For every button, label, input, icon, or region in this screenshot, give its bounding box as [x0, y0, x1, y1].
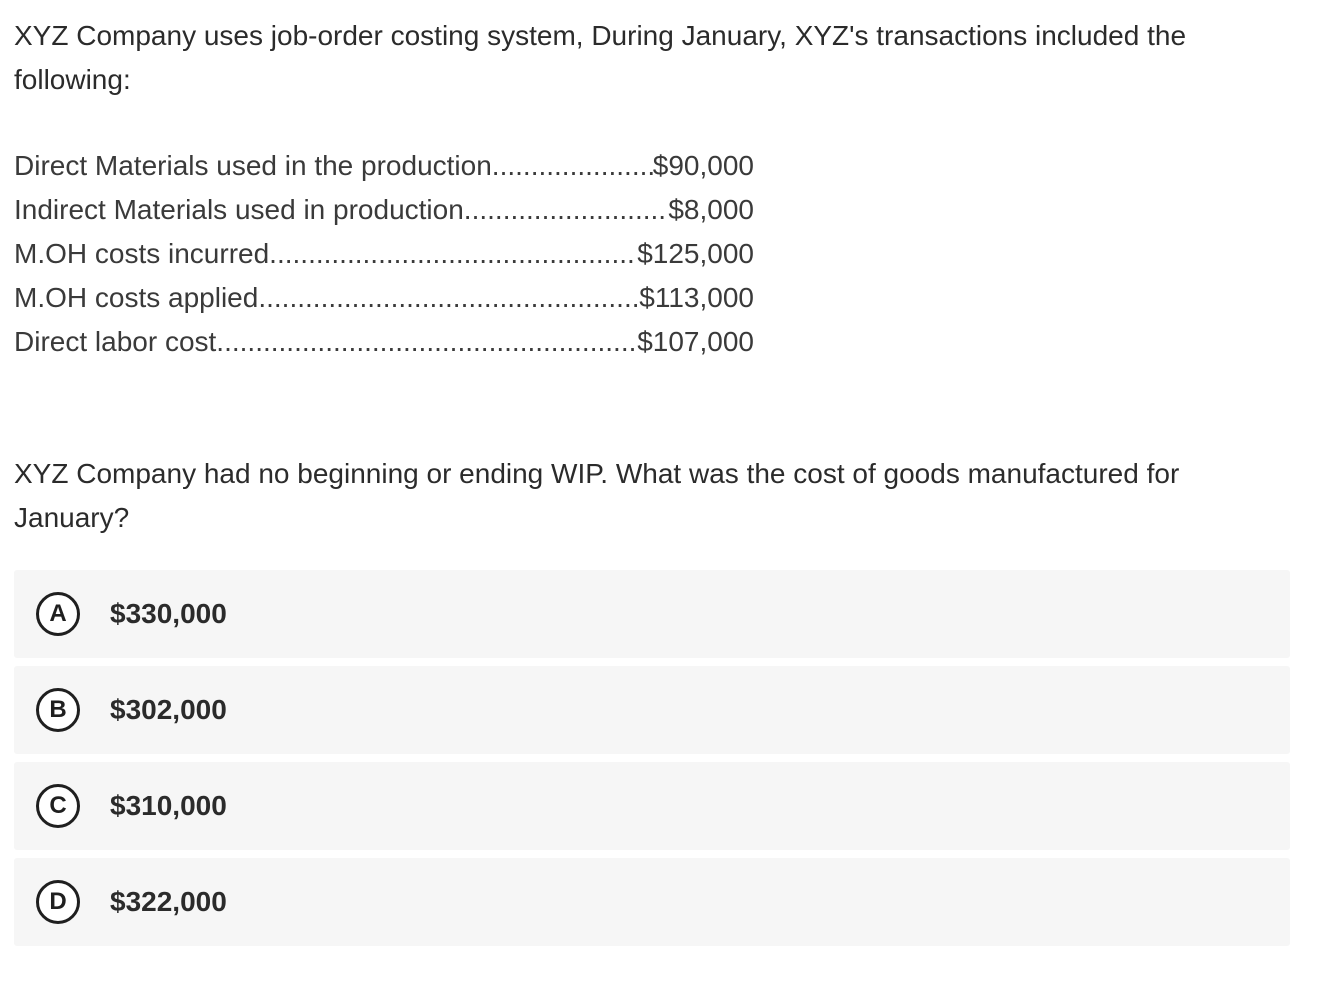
option-text: $302,000 [110, 694, 227, 725]
answer-options [14, 570, 1290, 954]
transaction-label: Indirect Materials used in production [14, 194, 464, 225]
transaction-row-moh-applied [14, 276, 754, 320]
answer-option-a[interactable] [14, 570, 1290, 658]
dot-leader [258, 276, 639, 320]
transaction-label: Direct labor cost [14, 326, 217, 357]
option-letter-badge: A [36, 592, 80, 636]
transaction-label: Direct Materials used in the production [14, 150, 492, 181]
answer-option-d[interactable] [14, 858, 1290, 946]
transaction-value: $125,000 [637, 238, 754, 269]
transaction-value: $90,000 [652, 150, 754, 181]
option-letter-badge: D [36, 880, 80, 924]
transaction-row-moh-incurred [14, 232, 754, 276]
transaction-label: M.OH costs applied [14, 282, 259, 313]
transaction-row-direct-materials [14, 144, 754, 188]
option-text: $310,000 [110, 790, 227, 821]
transaction-row-direct-labor [14, 320, 754, 364]
transaction-row-indirect-materials [14, 188, 754, 232]
dot-leader [269, 232, 637, 276]
option-text: $322,000 [110, 886, 227, 917]
option-letter-badge: B [36, 688, 80, 732]
question-prompt: XYZ Company had no beginning or ending WIP. What was the cost of goods manufactured for January? [14, 458, 1180, 533]
dot-leader [492, 144, 653, 188]
answer-option-b[interactable] [14, 666, 1290, 754]
transaction-value: $107,000 [637, 326, 754, 357]
answer-option-c[interactable] [14, 762, 1290, 850]
dot-leader [216, 320, 637, 364]
transaction-value: $8,000 [668, 194, 754, 225]
option-letter-badge: C [36, 784, 80, 828]
dot-leader [464, 188, 669, 232]
question-intro: XYZ Company uses job-order costing system, During January, XYZ's transactions included the following: [14, 20, 1187, 95]
transaction-label: M.OH costs incurred [14, 238, 270, 269]
option-text: $330,000 [110, 598, 227, 629]
transactions-list [14, 144, 754, 364]
transaction-value: $113,000 [639, 282, 754, 313]
